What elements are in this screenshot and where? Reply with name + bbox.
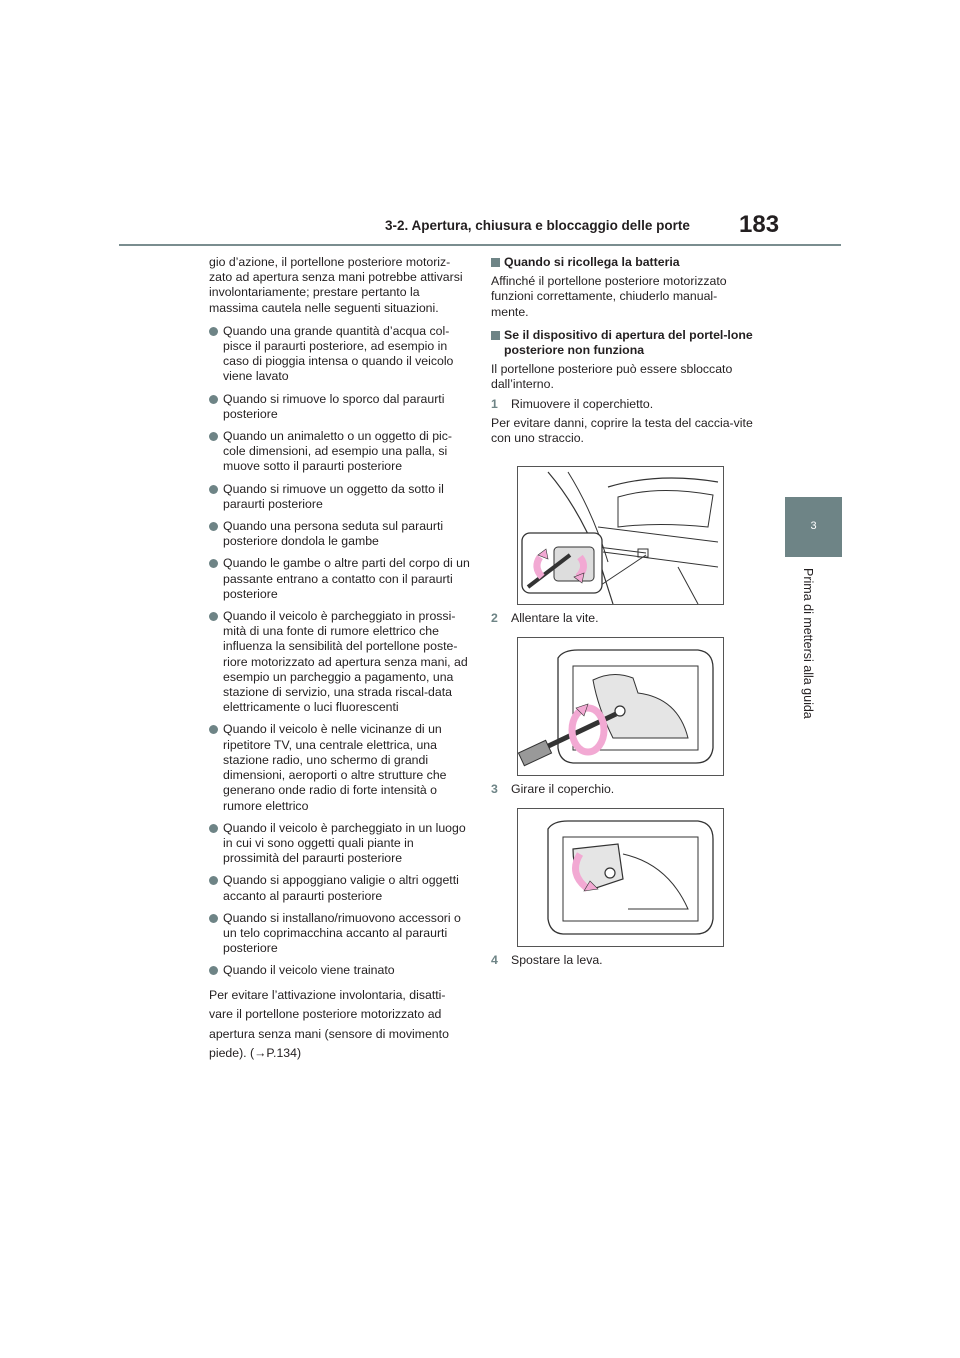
bullet-text: Quando si rimuove un oggetto da sotto il paraurti posteriore [223, 481, 444, 511]
bullet-item [209, 482, 471, 512]
header-rule [119, 244, 841, 246]
step-2 [491, 611, 599, 626]
step-number: 3 [491, 782, 498, 796]
closing-paragraph [209, 986, 471, 1064]
step-number: 2 [491, 611, 498, 625]
figure-remove-cover [517, 466, 724, 605]
step-number: 1 [491, 396, 498, 411]
round-bullet-icon [209, 485, 218, 494]
step1-note: Per evitare danni, coprire la testa del caccia-vite con uno straccio. [491, 415, 753, 446]
bullet-text: Quando il veicolo è nelle vicinanze di un ripetitore TV, una centrale elettrica, una stazione radio, uno schermo di grandi dimensioni, aeroporti o altre strutture che generano onde radio di forte intensità o rumore elettrico [223, 722, 447, 813]
round-bullet-icon [209, 522, 218, 531]
step-text: Allentare la vite. [511, 611, 599, 625]
section-title: 3-2. Apertura, chiusura e bloccaggio delle porte [385, 218, 690, 233]
step-text: Spostare la leva. [511, 953, 603, 967]
bullet-text: Quando il veicolo è parcheggiato in un luogo in cui vi sono oggetti quali piante in prossimità del paraurti posteriore [223, 820, 466, 866]
square-bullet-icon [491, 331, 500, 340]
round-bullet-icon [209, 612, 218, 621]
round-bullet-icon [209, 824, 218, 833]
chapter-title-vertical [797, 568, 819, 738]
bullet-text: Quando le gambe o altre parti del corpo di un passante entrano a contatto con il paraurti posteriore [223, 556, 470, 601]
bullet-text: Quando il veicolo è parcheggiato in prossi-mità di una fonte di rumore elettrico che influenza la sensibilità del portellone poste-riore motorizzato ad apertura senza mani, ad esempio un parcheggio a pagamento, una stazione di servizio, una strada riscal-data elettricamente o luci fluorescenti [223, 609, 468, 715]
bullet-item [209, 556, 471, 602]
bullet-item [209, 429, 471, 475]
bullet-text: Quando il veicolo viene trainato [223, 963, 395, 978]
step-1 [491, 397, 753, 412]
closing-line: vare il portellone posteriore motorizzato ad [209, 1007, 442, 1022]
battery-text: Affinché il portellone posteriore motorizzato funzioni correttamente, chiuderlo manual-mente. [491, 274, 727, 319]
bullet-text: Quando si installano/rimuovono accessori o un telo coprimacchina accanto al paraurti posteriore [223, 910, 461, 956]
page-reference-link[interactable]: piede). (→P.134) [209, 1046, 302, 1061]
bullet-list [209, 324, 471, 979]
figure-loosen-screw [517, 637, 724, 776]
round-bullet-icon [209, 327, 218, 336]
round-bullet-icon [209, 559, 218, 568]
closing-line: Per evitare l’attivazione involontaria, disatti- [209, 987, 446, 1002]
bullet-item [209, 911, 471, 957]
right-column [491, 255, 753, 967]
bullet-item [209, 609, 471, 715]
figure-turn-cover [517, 808, 724, 947]
chapter-title: Prima di mettersi alla guida [801, 568, 815, 719]
bullet-text: Quando si rimuove lo sporco dal paraurti posteriore [223, 391, 445, 421]
round-bullet-icon [209, 966, 218, 975]
bullet-item [209, 873, 471, 903]
closing-line: apertura senza mani (sensore di movimento [209, 1026, 449, 1041]
chapter-number: 3 [810, 520, 817, 532]
bullet-text: Quando una grande quantità d’acqua col-pisce il paraurti posteriore, ad esempio in caso di pioggia intensa o quando il veicolo viene lavato [223, 323, 454, 384]
bullet-item [209, 519, 471, 549]
bullet-item [209, 392, 471, 422]
step-4 [491, 953, 603, 968]
step-number: 4 [491, 953, 498, 967]
chapter-tab [785, 497, 842, 557]
bullet-item [209, 963, 471, 978]
round-bullet-icon [209, 432, 218, 441]
opener-failure-heading: Se il dispositivo di apertura del portel-lone posteriore non funziona [491, 328, 753, 358]
round-bullet-icon [209, 395, 218, 404]
bullet-text: Quando si appoggiano valigie o altri oggetti accanto al paraurti posteriore [223, 873, 459, 903]
step-3 [491, 782, 614, 797]
step-text: Girare il coperchio. [511, 782, 615, 796]
page-number: 183 [739, 211, 780, 238]
square-bullet-icon [491, 258, 500, 267]
bullet-text: Quando un animaletto o un oggetto di pic-cole dimensioni, ad esempio una palla, si muove sotto il paraurti posteriore [223, 429, 453, 474]
round-bullet-icon [209, 876, 218, 885]
bullet-item [209, 324, 471, 385]
step-text: Rimuovere il coperchietto. [511, 396, 654, 411]
round-bullet-icon [209, 725, 218, 734]
left-column [209, 255, 471, 1064]
bullet-text: Quando una persona seduta sul paraurti posteriore dondola le gambe [223, 519, 444, 549]
bullet-item [209, 722, 471, 813]
intro-paragraph: gio d’azione, il portellone posteriore motoriz-zato ad apertura senza mani potrebbe attivarsi involontariamente; prestare pertanto la massima cautela nelle seguenti situazioni. [209, 255, 463, 315]
round-bullet-icon [209, 914, 218, 923]
battery-heading: Quando si ricollega la batteria [491, 255, 753, 270]
opener-failure-text: Il portellone posteriore può essere sbloccato dall’interno. [491, 362, 733, 392]
bullet-item [209, 821, 471, 867]
